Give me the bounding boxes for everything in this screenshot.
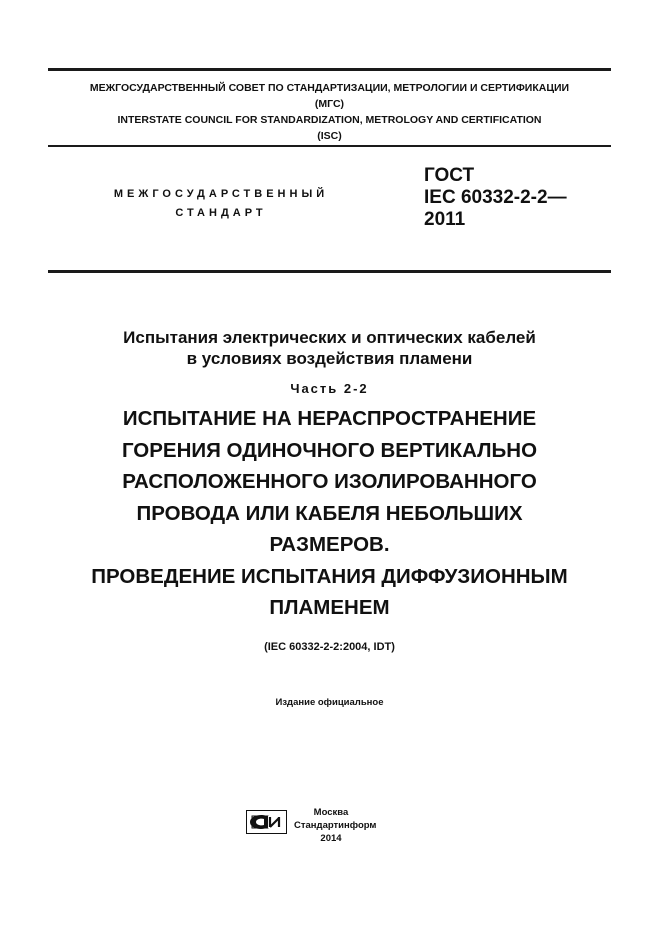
header-bottom-rule xyxy=(48,270,611,273)
title-line1: Испытания электрических и оптических кабелей xyxy=(123,328,536,347)
standartinform-logo-icon xyxy=(246,810,287,834)
council-abbr-en: (ISC) xyxy=(317,130,342,142)
council-name-ru: МЕЖГОСУДАРСТВЕННЫЙ СОВЕТ ПО СТАНДАРТИЗАЦИИ, МЕТРОЛОГИИ И СЕРТИФИКАЦИИ xyxy=(89,82,570,94)
council-name-en: INTERSTATE COUNCIL FOR STANDARDIZATION, METROLOGY AND CERTIFICATION xyxy=(117,114,542,126)
main-title-line: РАСПОЛОЖЕННОГО ИЗОЛИРОВАННОГО xyxy=(122,470,537,493)
edition-label: Издание официальное xyxy=(275,697,384,708)
main-title-line: ПРОВЕДЕНИЕ ИСПЫТАНИЯ ДИФФУЗИОННЫМ xyxy=(91,564,568,588)
document-title xyxy=(48,327,611,369)
publisher-city: Москва xyxy=(313,807,349,818)
main-title-line: ГОРЕНИЯ ОДИНОЧНОГО ВЕРТИКАЛЬНО xyxy=(121,438,538,462)
standard-type xyxy=(96,185,346,223)
main-title-line: РАЗМЕРОВ. xyxy=(269,533,390,556)
iec-reference: (IEC 60332-2-2:2004, IDT) xyxy=(264,641,395,653)
main-title-line: ИСПЫТАНИЕ НА НЕРАСПРОСТРАНЕНИЕ xyxy=(122,407,537,430)
standard-type-line2: СТАНДАРТ xyxy=(175,207,267,219)
standard-type-line1: МЕЖГОСУДАРСТВЕННЫЙ xyxy=(113,188,329,200)
main-title-line: ПЛАМЕНЕМ xyxy=(269,596,390,619)
main-title xyxy=(48,403,611,624)
designation-line1: ГОСТ xyxy=(424,165,475,186)
top-rule xyxy=(48,68,611,71)
part-number: Часть 2-2 xyxy=(290,381,369,396)
council-bottom-rule xyxy=(48,145,611,147)
designation-line2: IEC 60332-2-2— xyxy=(424,187,567,208)
publisher-year: 2014 xyxy=(320,833,342,844)
main-title-line: ПРОВОДА ИЛИ КАБЕЛЯ НЕБОЛЬШИХ xyxy=(136,501,523,525)
standard-designation xyxy=(424,165,567,231)
designation-line3: 2011 xyxy=(424,209,466,230)
title-line2: в условиях воздействия пламени xyxy=(186,349,473,368)
council-abbr-ru: (МГС) xyxy=(314,98,345,110)
publisher-block xyxy=(294,806,377,845)
publisher-name: Стандартинформ xyxy=(294,820,377,831)
council-block xyxy=(48,80,611,144)
